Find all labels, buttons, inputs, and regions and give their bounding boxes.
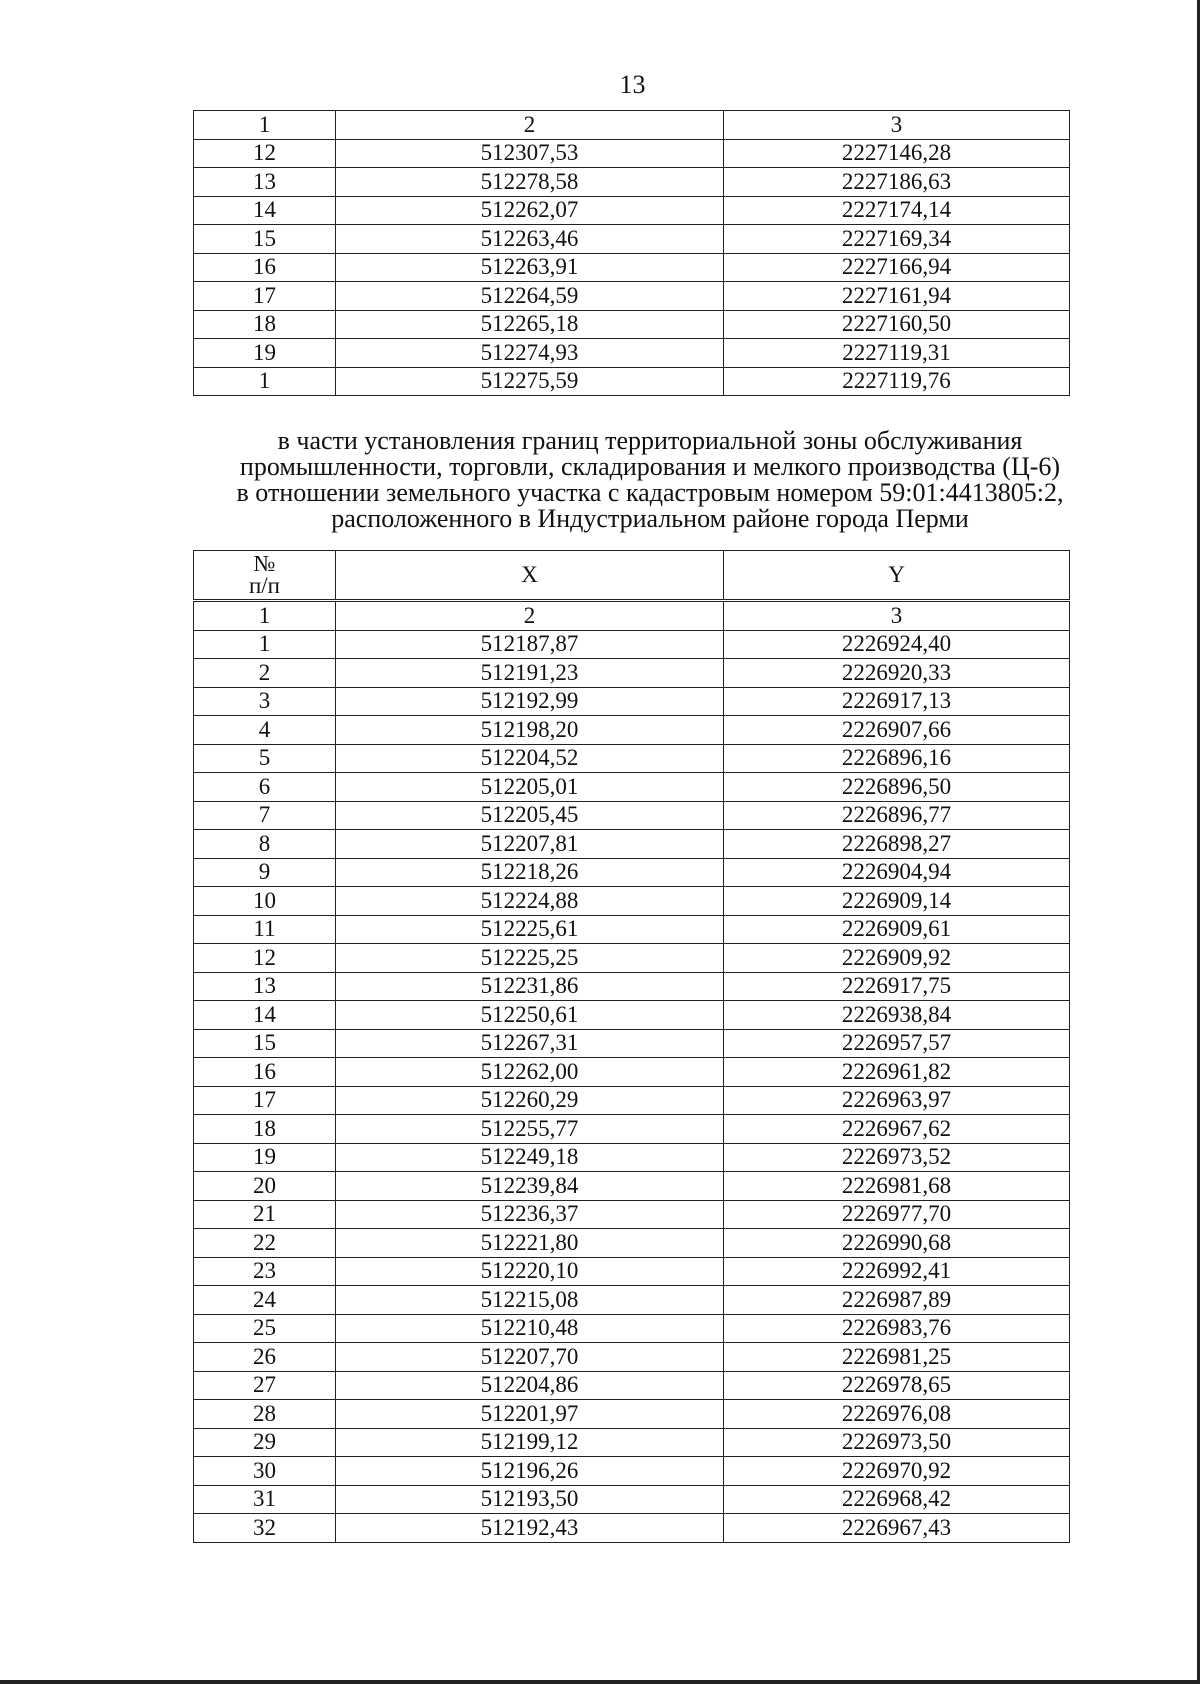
header-x: X xyxy=(336,551,724,601)
point-number-cell: 20 xyxy=(194,1172,336,1201)
table-row xyxy=(194,139,1070,168)
scan-border-bottom xyxy=(0,1680,1200,1684)
y-coordinate-cell: 2227146,28 xyxy=(724,139,1070,168)
x-coordinate-cell: 512263,46 xyxy=(336,225,724,254)
y-coordinate-cell: 2226907,66 xyxy=(724,716,1070,745)
point-number-cell: 17 xyxy=(194,282,336,311)
x-coordinate-cell: 512204,52 xyxy=(336,744,724,773)
y-coordinate-cell: 2226977,70 xyxy=(724,1200,1070,1229)
x-coordinate-cell: 512221,80 xyxy=(336,1229,724,1258)
point-number-cell: 15 xyxy=(194,1029,336,1058)
y-coordinate-cell: 2226963,97 xyxy=(724,1086,1070,1115)
table-row xyxy=(194,972,1070,1001)
point-number-cell: 16 xyxy=(194,253,336,282)
point-number-cell: 32 xyxy=(194,1514,336,1543)
y-coordinate-cell: 2226957,57 xyxy=(724,1029,1070,1058)
x-coordinate-cell: 512262,07 xyxy=(336,196,724,225)
section-title-line: в части установления границ территориальной зоны обслуживания xyxy=(277,426,1023,455)
table-row xyxy=(194,887,1070,916)
x-coordinate-cell: 512225,61 xyxy=(336,915,724,944)
point-number-cell: 14 xyxy=(194,1001,336,1030)
column-number-row xyxy=(194,111,1070,140)
y-coordinate-cell: 2226990,68 xyxy=(724,1229,1070,1258)
table-row xyxy=(194,1257,1070,1286)
y-coordinate-cell: 2226909,92 xyxy=(724,944,1070,973)
x-coordinate-cell: 512255,77 xyxy=(336,1115,724,1144)
x-coordinate-cell: 512231,86 xyxy=(336,972,724,1001)
table-row xyxy=(194,1001,1070,1030)
y-coordinate-cell: 2226968,42 xyxy=(724,1485,1070,1514)
point-number-cell: 7 xyxy=(194,801,336,830)
table-row xyxy=(194,915,1070,944)
y-coordinate-cell: 2226909,61 xyxy=(724,915,1070,944)
y-coordinate-cell: 2226983,76 xyxy=(724,1314,1070,1343)
table-row xyxy=(194,1143,1070,1172)
x-coordinate-cell: 512191,23 xyxy=(336,659,724,688)
table-row xyxy=(194,830,1070,859)
table-row xyxy=(194,1400,1070,1429)
point-number-cell: 5 xyxy=(194,744,336,773)
x-coordinate-cell: 512207,70 xyxy=(336,1343,724,1372)
table-row xyxy=(194,659,1070,688)
point-number-cell: 14 xyxy=(194,196,336,225)
x-coordinate-cell: 512265,18 xyxy=(336,310,724,339)
section-title-line: расположенного в Индустриальном районе города Перми xyxy=(331,504,969,533)
table-row xyxy=(194,944,1070,973)
x-coordinate-cell: 512239,84 xyxy=(336,1172,724,1201)
point-number-cell: 31 xyxy=(194,1485,336,1514)
section-title xyxy=(150,428,1150,532)
point-number-cell: 19 xyxy=(194,1143,336,1172)
point-number-cell: 17 xyxy=(194,1086,336,1115)
x-coordinate-cell: 512263,91 xyxy=(336,253,724,282)
y-coordinate-cell: 2226909,14 xyxy=(724,887,1070,916)
coordinates-table-continued xyxy=(193,110,1070,396)
table-row xyxy=(194,1371,1070,1400)
x-coordinate-cell: 512187,87 xyxy=(336,630,724,659)
x-coordinate-cell: 512274,93 xyxy=(336,339,724,368)
point-number-cell: 21 xyxy=(194,1200,336,1229)
table-row xyxy=(194,1485,1070,1514)
x-coordinate-cell: 512249,18 xyxy=(336,1143,724,1172)
y-coordinate-cell: 2226938,84 xyxy=(724,1001,1070,1030)
x-coordinate-cell: 512205,01 xyxy=(336,773,724,802)
y-coordinate-cell: 2226924,40 xyxy=(724,630,1070,659)
table-row xyxy=(194,339,1070,368)
x-coordinate-cell: 512260,29 xyxy=(336,1086,724,1115)
point-number-cell: 4 xyxy=(194,716,336,745)
table-row xyxy=(194,858,1070,887)
table-row xyxy=(194,1115,1070,1144)
point-number-cell: 3 xyxy=(194,687,336,716)
table-row xyxy=(194,687,1070,716)
column-number-row xyxy=(194,601,1070,631)
y-coordinate-cell: 2226896,16 xyxy=(724,744,1070,773)
table-row xyxy=(194,367,1070,396)
table-row xyxy=(194,744,1070,773)
point-number-cell: 27 xyxy=(194,1371,336,1400)
y-coordinate-cell: 2226917,75 xyxy=(724,972,1070,1001)
point-number-cell: 18 xyxy=(194,1115,336,1144)
x-coordinate-cell: 512267,31 xyxy=(336,1029,724,1058)
y-coordinate-cell: 2226973,50 xyxy=(724,1428,1070,1457)
x-coordinate-cell: 512236,37 xyxy=(336,1200,724,1229)
y-coordinate-cell: 2226961,82 xyxy=(724,1058,1070,1087)
table-row xyxy=(194,1229,1070,1258)
x-coordinate-cell: 512278,58 xyxy=(336,168,724,197)
table-row xyxy=(194,1514,1070,1543)
y-coordinate-cell: 2227160,50 xyxy=(724,310,1070,339)
x-coordinate-cell: 512220,10 xyxy=(336,1257,724,1286)
y-coordinate-cell: 2226981,25 xyxy=(724,1343,1070,1372)
table-row xyxy=(194,225,1070,254)
point-number-cell: 6 xyxy=(194,773,336,802)
section-title-line: промышленности, торговли, складирования и мелкого производства (Ц-6) xyxy=(239,452,1061,481)
point-number-cell: 8 xyxy=(194,830,336,859)
table-row xyxy=(194,310,1070,339)
x-coordinate-cell: 512275,59 xyxy=(336,367,724,396)
y-coordinate-cell: 2226973,52 xyxy=(724,1143,1070,1172)
x-coordinate-cell: 512192,43 xyxy=(336,1514,724,1543)
y-coordinate-cell: 2227119,76 xyxy=(724,367,1070,396)
table-row xyxy=(194,1457,1070,1486)
header-y: Y xyxy=(724,551,1070,601)
table-body xyxy=(194,551,1070,1543)
x-coordinate-cell: 512218,26 xyxy=(336,858,724,887)
page-number: 13 xyxy=(619,70,646,99)
x-coordinate-cell: 512199,12 xyxy=(336,1428,724,1457)
y-coordinate-cell: 2226896,77 xyxy=(724,801,1070,830)
x-coordinate-cell: 512196,26 xyxy=(336,1457,724,1486)
x-coordinate-cell: 512198,20 xyxy=(336,716,724,745)
y-coordinate-cell: 2226987,89 xyxy=(724,1286,1070,1315)
point-number-cell: 15 xyxy=(194,225,336,254)
x-coordinate-cell: 512264,59 xyxy=(336,282,724,311)
header-number-line: п/п xyxy=(248,573,280,598)
table-row xyxy=(194,1343,1070,1372)
table-row xyxy=(194,1286,1070,1315)
table-row xyxy=(194,801,1070,830)
point-number-cell: 23 xyxy=(194,1257,336,1286)
y-coordinate-cell: 2226920,33 xyxy=(724,659,1070,688)
table-row xyxy=(194,168,1070,197)
table-row xyxy=(194,1428,1070,1457)
point-number-cell: 10 xyxy=(194,887,336,916)
header-row xyxy=(194,551,1070,601)
point-number-cell: 12 xyxy=(194,944,336,973)
y-coordinate-cell: 2226992,41 xyxy=(724,1257,1070,1286)
header-number-line: № xyxy=(253,551,276,576)
x-coordinate-cell: 512215,08 xyxy=(336,1286,724,1315)
table-row xyxy=(194,773,1070,802)
table-row xyxy=(194,630,1070,659)
point-number-cell: 18 xyxy=(194,310,336,339)
y-coordinate-cell: 2226976,08 xyxy=(724,1400,1070,1429)
table-row xyxy=(194,253,1070,282)
table-row xyxy=(194,196,1070,225)
point-number-cell: 11 xyxy=(194,915,336,944)
x-coordinate-cell: 512204,86 xyxy=(336,1371,724,1400)
y-coordinate-cell: 2226896,50 xyxy=(724,773,1070,802)
y-coordinate-cell: 2227169,34 xyxy=(724,225,1070,254)
point-number-cell: 2 xyxy=(194,659,336,688)
y-coordinate-cell: 2226967,43 xyxy=(724,1514,1070,1543)
y-coordinate-cell: 2226981,68 xyxy=(724,1172,1070,1201)
y-coordinate-cell: 2226978,65 xyxy=(724,1371,1070,1400)
point-number-cell: 16 xyxy=(194,1058,336,1087)
point-number-cell: 12 xyxy=(194,139,336,168)
point-number-cell: 29 xyxy=(194,1428,336,1457)
x-coordinate-cell: 512224,88 xyxy=(336,887,724,916)
point-number-cell: 30 xyxy=(194,1457,336,1486)
point-number-cell: 13 xyxy=(194,168,336,197)
point-number-cell: 25 xyxy=(194,1314,336,1343)
y-coordinate-cell: 2227174,14 xyxy=(724,196,1070,225)
table-row xyxy=(194,716,1070,745)
point-number-cell: 9 xyxy=(194,858,336,887)
column-number: 2 xyxy=(336,111,724,140)
table-row xyxy=(194,1029,1070,1058)
point-number-cell: 1 xyxy=(194,630,336,659)
point-number-cell: 13 xyxy=(194,972,336,1001)
y-coordinate-cell: 2227161,94 xyxy=(724,282,1070,311)
point-number-cell: 22 xyxy=(194,1229,336,1258)
table-row xyxy=(194,1314,1070,1343)
column-number: 1 xyxy=(194,111,336,140)
coordinates-table xyxy=(193,550,1070,1543)
x-coordinate-cell: 512205,45 xyxy=(336,801,724,830)
y-coordinate-cell: 2226970,92 xyxy=(724,1457,1070,1486)
point-number-cell: 19 xyxy=(194,339,336,368)
point-number-cell: 1 xyxy=(194,367,336,396)
table-row xyxy=(194,1086,1070,1115)
x-coordinate-cell: 512262,00 xyxy=(336,1058,724,1087)
table-row xyxy=(194,1200,1070,1229)
column-number: 3 xyxy=(724,601,1070,631)
y-coordinate-cell: 2226967,62 xyxy=(724,1115,1070,1144)
table-row xyxy=(194,1172,1070,1201)
y-coordinate-cell: 2227186,63 xyxy=(724,168,1070,197)
header-number xyxy=(194,551,336,601)
x-coordinate-cell: 512210,48 xyxy=(336,1314,724,1343)
x-coordinate-cell: 512307,53 xyxy=(336,139,724,168)
x-coordinate-cell: 512201,97 xyxy=(336,1400,724,1429)
x-coordinate-cell: 512207,81 xyxy=(336,830,724,859)
point-number-cell: 28 xyxy=(194,1400,336,1429)
table-body xyxy=(194,111,1070,396)
x-coordinate-cell: 512193,50 xyxy=(336,1485,724,1514)
y-coordinate-cell: 2226898,27 xyxy=(724,830,1070,859)
column-number: 3 xyxy=(724,111,1070,140)
table-row xyxy=(194,1058,1070,1087)
x-coordinate-cell: 512225,25 xyxy=(336,944,724,973)
point-number-cell: 26 xyxy=(194,1343,336,1372)
table-row xyxy=(194,282,1070,311)
y-coordinate-cell: 2227119,31 xyxy=(724,339,1070,368)
column-number: 2 xyxy=(336,601,724,631)
section-title-line: в отношении земельного участка с кадастровым номером 59:01:4413805:2, xyxy=(236,478,1064,507)
y-coordinate-cell: 2226904,94 xyxy=(724,858,1070,887)
point-number-cell: 24 xyxy=(194,1286,336,1315)
y-coordinate-cell: 2226917,13 xyxy=(724,687,1070,716)
x-coordinate-cell: 512192,99 xyxy=(336,687,724,716)
column-number: 1 xyxy=(194,601,336,631)
x-coordinate-cell: 512250,61 xyxy=(336,1001,724,1030)
y-coordinate-cell: 2227166,94 xyxy=(724,253,1070,282)
